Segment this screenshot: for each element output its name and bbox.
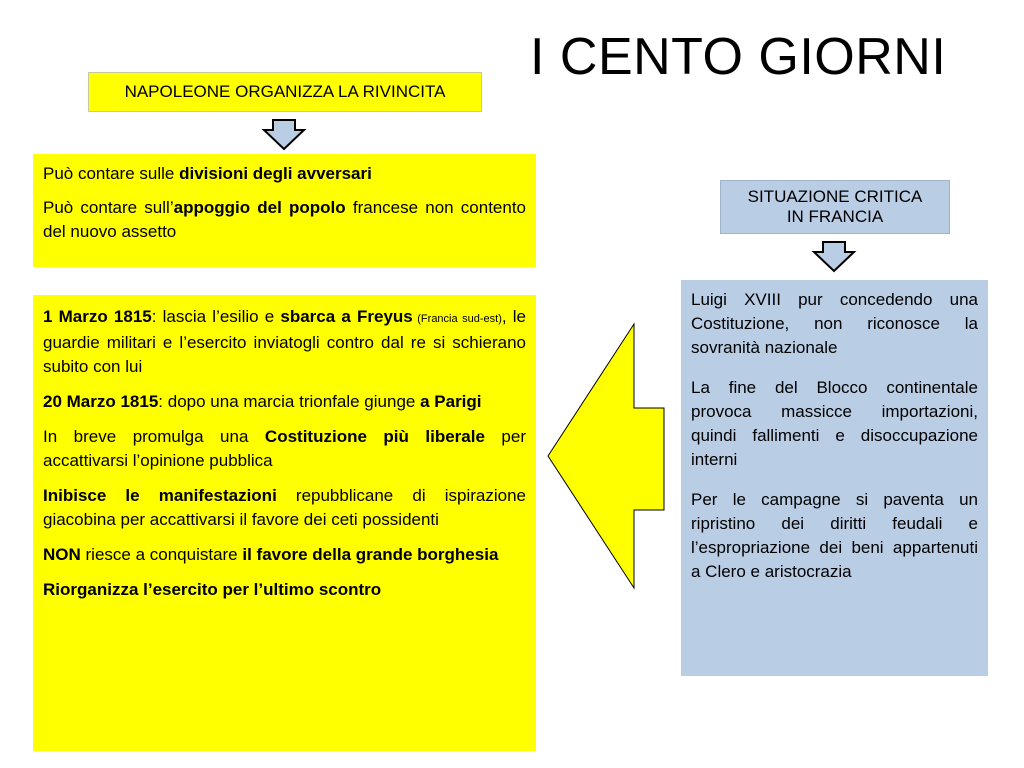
crisis-1: Luigi XVIII pur concedendo una Costituzione, non riconosce la sovranità nazionale (691, 290, 978, 357)
left-arrow-icon (546, 322, 666, 592)
event-4: Inibisce le manifestazioni repubblicane di ispirazione giacobina per accattivarsi il favore dei ceti possidenti (43, 486, 526, 529)
left-header-text: NAPOLEONE ORGANIZZA LA RIVINCITA (124, 82, 446, 101)
advantage-2: Può contare sull’appoggio del popolo francese non contento del nuovo assetto (43, 198, 526, 241)
event-3: In breve promulga una Costituzione più liberale per accattivarsi l’opinione pubblica (43, 427, 527, 470)
right-header-line2: IN FRANCIA (786, 207, 884, 226)
slide-title: I CENTO GIORNI (530, 28, 947, 86)
event-5: NON riesce a conquistare il favore della grande borghesia (43, 545, 499, 564)
right-header-line1: SITUAZIONE CRITICA (747, 187, 923, 206)
advantages-box (33, 154, 536, 267)
event-6: Riorganizza l’esercito per l’ultimo scontro (43, 580, 382, 599)
right-header-box (720, 180, 950, 234)
event-2: 20 Marzo 1815: dopo una marcia trionfale giunge a Parigi (43, 392, 482, 411)
down-arrow-right-icon (812, 241, 856, 273)
down-arrow-left-icon (262, 119, 306, 151)
crisis-2: La fine del Blocco continentale provoca massicce importazioni, quindi fallimenti e disoccupazione interni (691, 378, 978, 469)
left-header-box (88, 72, 482, 112)
events-box (33, 295, 536, 751)
advantage-1: Può contare sulle divisioni degli avversari (43, 164, 372, 183)
event-1: 1 Marzo 1815: lascia l’esilio e sbarca a Freyus (Francia sud-est), le guardie militari e l’esercito inviatogli contro dal re si schierano subito con lui (43, 307, 526, 376)
crisis-3: Per le campagne si paventa un ripristino dei diritti feudali e l’espropriazione dei beni appartenuti a Clero e aristocrazia (691, 490, 978, 581)
crisis-box (681, 280, 988, 676)
